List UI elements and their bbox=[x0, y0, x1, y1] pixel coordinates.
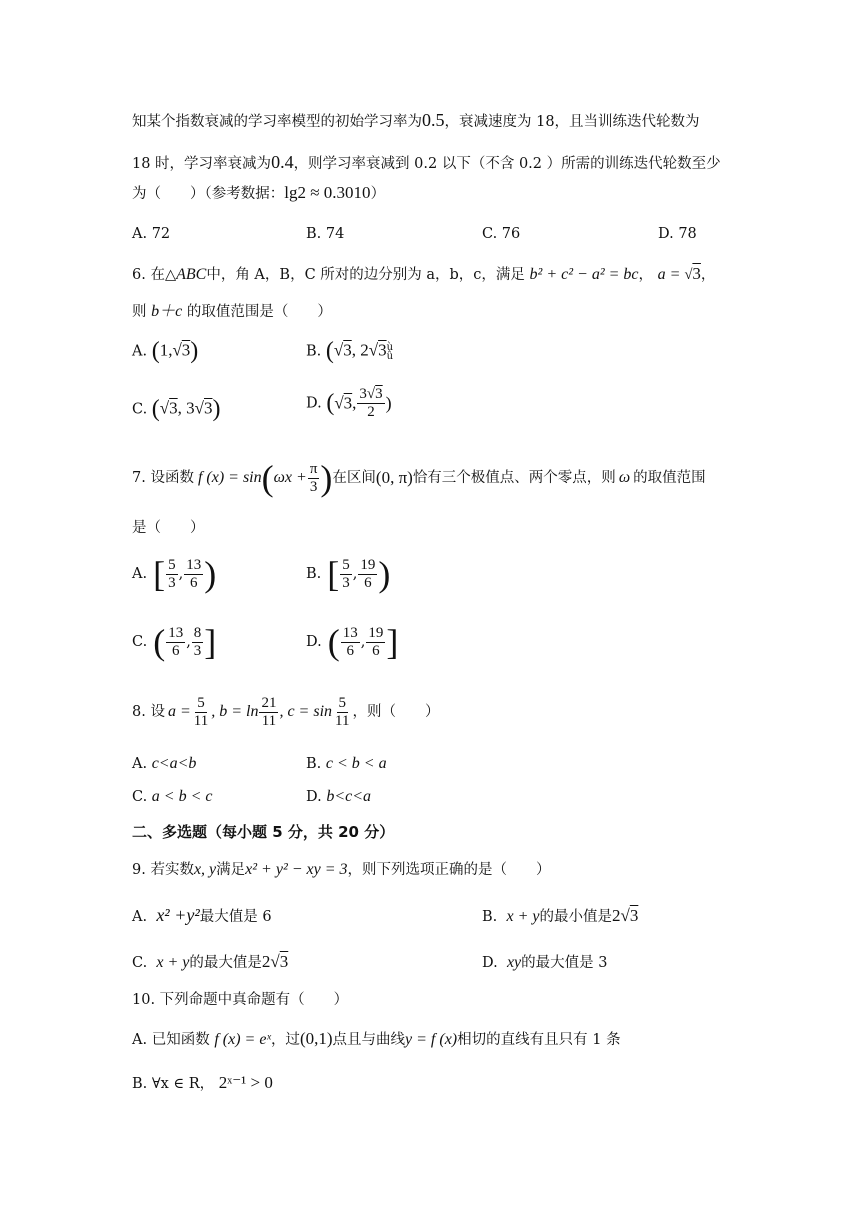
q5-option-a[interactable]: A. 72 bbox=[132, 226, 171, 242]
q6-text: 的取值范围是（ ） bbox=[186, 304, 332, 320]
q10-option-b[interactable]: B. ∀x ∈ R， 2ˣ⁻¹ > 0 bbox=[132, 1073, 273, 1092]
q5-option-b[interactable]: B. 74 bbox=[306, 226, 345, 242]
q5-initial-rate: 0.5 bbox=[422, 110, 445, 130]
q6-text: 则 bbox=[132, 304, 147, 320]
q5-text: ，则学习率衰减到 0.2 以下（不含 0.2 ）所需的训练迭代轮数至少 bbox=[293, 156, 721, 172]
q7-omega-x: ωx + bbox=[273, 469, 307, 486]
q6-a-value: √3 bbox=[684, 264, 701, 283]
q7-option-b[interactable]: B. [ $\frac{5}{3}$ , $\frac{19}{6}$ ) bbox=[306, 554, 391, 594]
q6-text: 在△ bbox=[150, 267, 177, 283]
q6-option-b[interactable]: B. (√3, 2√3 ù û bbox=[306, 338, 394, 364]
q5-text: ，衰减速度为 18，且当训练迭代轮数为 bbox=[444, 114, 700, 130]
section-heading: 二、多选题（每小题 5 分，共 20 分） bbox=[132, 823, 395, 841]
q6-condition: b² + c² − a² = bc bbox=[529, 266, 639, 283]
q9-condition: x² + y² − xy = 3 bbox=[245, 861, 348, 878]
q6-option-d[interactable]: D. (√3, $\frac{3√3}{2}$ ) bbox=[306, 386, 392, 420]
q5-reference-data: lg2 ≈ 0.3010 bbox=[284, 183, 371, 202]
q9-option-b[interactable]: B. x + y的最小值是2√3 bbox=[482, 906, 639, 925]
q9-text: 满足 bbox=[216, 862, 246, 878]
q9-option-a[interactable]: A. x² +y²最大值是 6 bbox=[132, 905, 272, 925]
q6-text: ， bbox=[638, 267, 654, 283]
q9-line-1 bbox=[132, 860, 551, 880]
q5-line-3 bbox=[132, 183, 385, 204]
q8-option-b[interactable]: B. c < b < a bbox=[306, 755, 387, 772]
q7-line-2: 是（ ） bbox=[132, 520, 205, 536]
q5-text: 知某个指数衰减的学习率模型的初始学习率为 bbox=[132, 114, 422, 130]
q5-line-2 bbox=[132, 152, 721, 174]
q7-text: 的取值范围 bbox=[633, 470, 706, 486]
q7-option-d[interactable]: D. ( $\frac{13}{6}$ , $\frac{19}{6}$ ] bbox=[306, 622, 399, 662]
q8-b: , b = ln bbox=[211, 703, 259, 720]
q5-text: 为（ ）（参考数据： bbox=[132, 186, 285, 202]
q5-line-1 bbox=[132, 110, 700, 132]
q8-option-c[interactable]: C. a < b < c bbox=[132, 788, 213, 805]
q9-text: ，则下列选项正确的是（ ） bbox=[347, 862, 551, 878]
q8-option-d[interactable]: D. b<c<a bbox=[306, 788, 372, 805]
q8-option-a[interactable]: A. c<a<b bbox=[132, 755, 197, 772]
q5-option-d[interactable]: D. 78 bbox=[658, 226, 697, 242]
q7-interval: (0, π) bbox=[375, 468, 413, 487]
q7-text: 在区间 bbox=[332, 470, 376, 486]
q8-a: a = bbox=[167, 703, 191, 720]
q10-option-a[interactable]: A. 已知函数 f (x) = eˣ，过(0,1)点且与曲线y = f (x)相切的直线有且只有 1 条 bbox=[132, 1029, 621, 1048]
q7-option-c[interactable]: C. ( $\frac{13}{6}$ , $\frac{8}{3}$ ] bbox=[132, 622, 217, 662]
q7-line-1: 7. 设函数 f (x) = sin ( ωx + $\frac{\pi}{3}$ ) 在区间 (0, π) 恰有三个极值点、两个零点，则 ω 的取值范围 bbox=[132, 458, 706, 498]
q5-decay-rate: 0.4 bbox=[271, 152, 294, 172]
q5-text: ） bbox=[370, 186, 386, 202]
q9-option-c[interactable]: C. x + y的最大值是2√3 bbox=[132, 952, 289, 971]
q6-option-c[interactable]: C. (√3, 3√3) bbox=[132, 396, 221, 422]
q7-option-a[interactable]: A. [ $\frac{5}{3}$ , $\frac{13}{6}$ ) bbox=[132, 554, 217, 594]
q7-text: 恰有三个极值点、两个零点，则 bbox=[412, 470, 616, 486]
q7-omega: ω bbox=[618, 469, 631, 486]
q6-text: 中，角 A，B，C 所对的边分别为 a，b，c，满足 bbox=[206, 267, 525, 283]
q6-a-equals: a = bbox=[657, 266, 685, 283]
q10-title: 10. 下列命题中真命题有（ ） bbox=[132, 992, 349, 1008]
q9-variables: x, y bbox=[193, 861, 217, 878]
q6-option-a[interactable]: A. (1,√3) bbox=[132, 338, 199, 364]
q8-text: 8. 设 bbox=[132, 704, 165, 720]
q9-option-d[interactable]: D. xy的最大值是 3 bbox=[482, 954, 608, 971]
q8-line-1: 8. 设 a = $\frac{5}{11}$ , b = ln $\frac{21}{11}$ , c = sin $\frac{5}{11}$ ，则（ ） bbox=[132, 694, 440, 729]
q8-c: , c = sin bbox=[279, 703, 333, 720]
q8-text: ，则（ ） bbox=[352, 704, 440, 720]
q7-function: f (x) = sin bbox=[197, 469, 262, 486]
q6-text: ， bbox=[700, 267, 716, 283]
q5-text: 18 时，学习率衰减为 bbox=[132, 156, 272, 172]
q6-b-plus-c: b＋c bbox=[151, 303, 183, 320]
q6-line-1 bbox=[132, 264, 715, 285]
q5-option-c[interactable]: C. 76 bbox=[482, 226, 521, 242]
q6-triangle: ABC bbox=[176, 266, 207, 283]
q9-text: 9. 若实数 bbox=[132, 862, 194, 878]
q6-line-2 bbox=[132, 302, 332, 322]
q7-text: 7. 设函数 bbox=[132, 470, 194, 486]
q6-number: 6. bbox=[132, 267, 146, 283]
